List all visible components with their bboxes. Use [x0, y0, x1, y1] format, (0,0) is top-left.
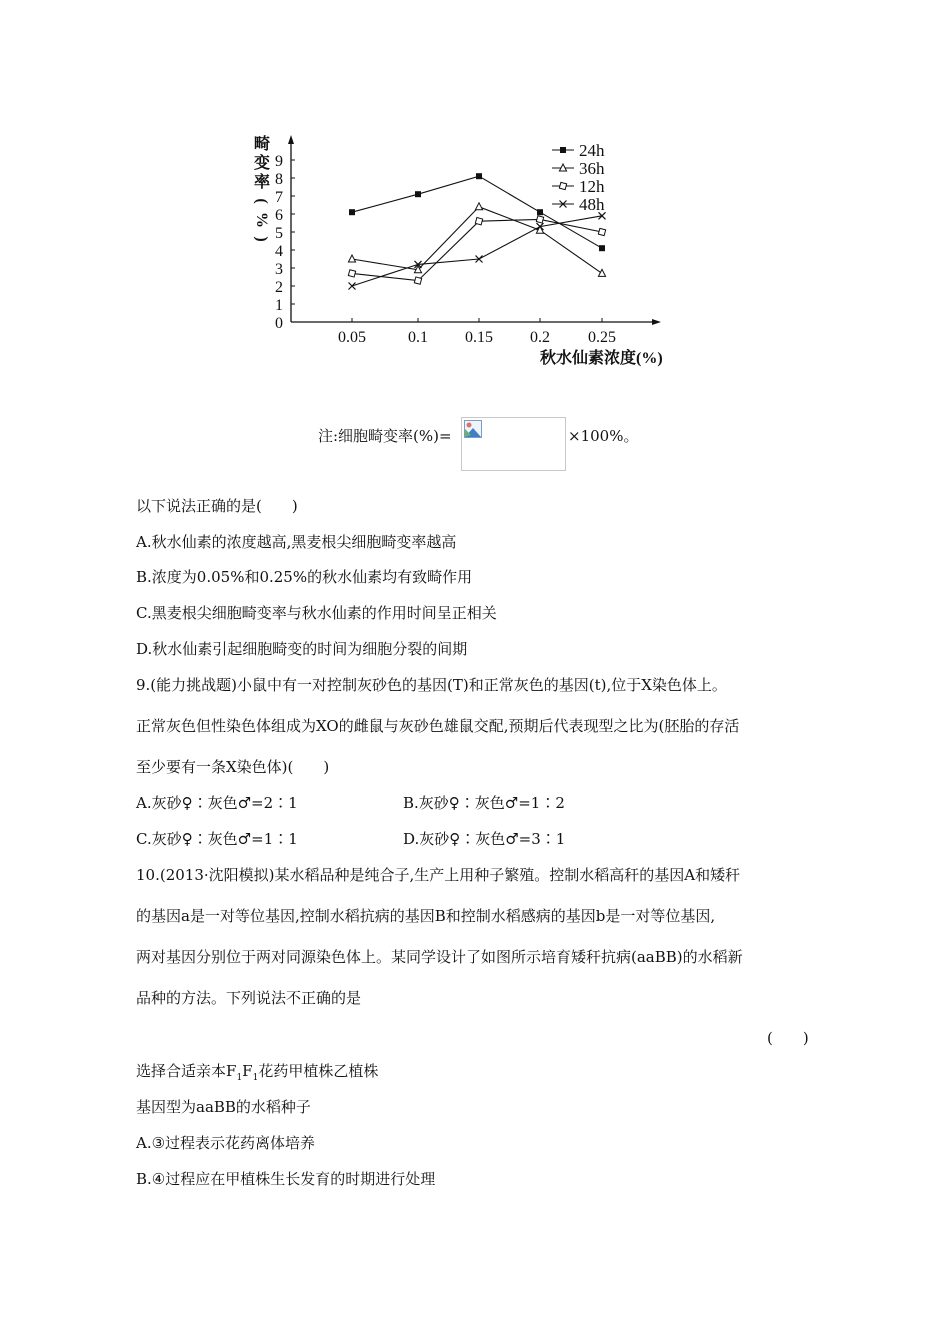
- legend-label: 36h: [579, 159, 605, 178]
- x-tick-label: 0.2: [530, 329, 550, 346]
- q10-stem-line2: 的基因a是一对等位基因,控制水稻抗病的基因B和控制水稻感病的基因b是一对等位基因,: [136, 907, 716, 925]
- q8-option-a: A.秋水仙素的浓度越高,黑麦根尖细胞畸变率越高: [136, 533, 457, 551]
- q10-answer-paren: ( ): [767, 1029, 809, 1047]
- legend-entry: [552, 159, 605, 178]
- y-label-char: 畸: [253, 136, 271, 153]
- y-tick-label: 0: [275, 315, 283, 332]
- q8-option-c: C.黑麦根尖细胞畸变率与秋水仙素的作用时间呈正相关: [136, 604, 497, 622]
- q9-stem-line3: 至少要有一条X染色体)( ): [136, 758, 330, 776]
- legend-entry: [552, 141, 605, 160]
- data-point-triangle: [598, 269, 605, 276]
- data-point-diamond: [348, 270, 355, 277]
- x-tick-label: 0.25: [588, 329, 616, 346]
- y-tick-label: 2: [275, 279, 283, 296]
- y-label-char: 率: [253, 174, 271, 191]
- legend-label: 24h: [579, 141, 605, 160]
- x-axis-arrow: [652, 319, 661, 325]
- y-tick-label: 1: [275, 297, 283, 314]
- y-axis-arrow: [288, 135, 294, 144]
- flow-f1-a: $F_1$: [226, 1062, 243, 1083]
- q9-stem-line1: 9.(能力挑战题)小鼠中有一对控制灰砂色的基因(T)和正常灰色的基因(t),位于X染色体上。: [136, 676, 727, 694]
- chart-legend: [552, 141, 605, 214]
- q10-flow-line1: [136, 1061, 378, 1088]
- q10-option-a: A.③过程表示花药离体培养: [136, 1134, 316, 1152]
- data-point-triangle: [348, 255, 355, 262]
- data-point-filled-square: [599, 245, 605, 251]
- y-axis-label: [253, 135, 270, 242]
- legend-label: 48h: [579, 195, 605, 214]
- q10-option-b: B.④过程应在甲植株生长发育的时期进行处理: [136, 1170, 436, 1188]
- data-point-cross: [349, 283, 356, 290]
- q10-flow-line2: 基因型为aaBB的水稻种子: [136, 1098, 311, 1116]
- q9-option-c: C.灰砂♀∶灰色♂=1∶1: [136, 830, 298, 848]
- formula-image-placeholder: [461, 417, 566, 471]
- data-point-filled-square: [415, 191, 421, 197]
- legend-entry: [552, 177, 605, 196]
- y-tick-label: 9: [275, 153, 283, 170]
- q8-option-b: B.浓度为0.05%和0.25%的秋水仙素均有致畸作用: [136, 568, 473, 586]
- legend-label: 12h: [579, 177, 605, 196]
- data-point-triangle: [475, 203, 482, 210]
- chromosome-aberration-line-chart: [240, 125, 710, 375]
- broken-image-icon: [464, 420, 482, 438]
- x-tick-label: 0.15: [465, 329, 493, 346]
- y-label-char: %: [253, 212, 270, 228]
- q10-stem-line4: 品种的方法。下列说法不正确的是: [136, 989, 362, 1007]
- y-label-char: (: [253, 198, 270, 204]
- data-point-filled-square: [537, 209, 543, 215]
- legend-entry: [552, 195, 605, 214]
- data-point-diamond: [536, 216, 543, 223]
- aberration-rate-note: 注:细胞畸变率(%)=: [318, 427, 452, 445]
- data-point-diamond: [414, 277, 421, 284]
- y-tick-label: 6: [275, 207, 283, 224]
- series-line: [352, 219, 602, 280]
- y-tick-labels: [275, 153, 295, 332]
- data-point-filled-square: [560, 147, 566, 153]
- x-tick-label: 0.05: [338, 329, 366, 346]
- data-point-diamond: [475, 218, 482, 225]
- data-point-diamond: [598, 228, 605, 235]
- q10-stem-line1: 10.(2013·沈阳模拟)某水稻品种是纯合子,生产上用种子繁殖。控制水稻高秆的基因A和矮秆: [136, 866, 741, 884]
- q9-stem-line2: 正常灰色但性染色体组成为XO的雌鼠与灰砂色雄鼠交配,预期后代表现型之比为(胚胎的存活: [136, 717, 740, 735]
- data-point-filled-square: [476, 173, 482, 179]
- series-line: [352, 207, 602, 274]
- q9-option-b: B.灰砂♀∶灰色♂=1∶2: [403, 794, 565, 812]
- data-point-filled-square: [349, 209, 355, 215]
- flow-prefix: 选择合适亲本: [136, 1062, 227, 1080]
- q9-option-a: A.灰砂♀∶灰色♂=2∶1: [136, 794, 298, 812]
- x-tick-label: 0.1: [408, 329, 428, 346]
- q8-option-d: D.秋水仙素引起细胞畸变的时间为细胞分裂的间期: [136, 640, 468, 658]
- note-suffix: ×100%。: [568, 427, 639, 445]
- y-label-char: 变: [253, 155, 271, 172]
- series-36h: [348, 203, 605, 277]
- data-point-diamond: [559, 182, 566, 189]
- y-label-char: ): [253, 236, 270, 242]
- y-tick-label: 7: [275, 189, 283, 206]
- y-tick-label: 4: [275, 243, 283, 260]
- chart-series: [348, 173, 605, 289]
- y-tick-label: 8: [275, 171, 283, 188]
- y-tick-label: 3: [275, 261, 283, 278]
- q8-stem: 以下说法正确的是( ): [136, 497, 298, 515]
- x-axis-label: 秋水仙素浓度(%): [540, 350, 663, 367]
- y-tick-label: 5: [275, 225, 283, 242]
- q9-option-d: D.灰砂♀∶灰色♂=3∶1: [403, 830, 566, 848]
- flow-f1-b: $F_1$: [242, 1062, 259, 1083]
- q10-stem-line3: 两对基因分别位于两对同源染色体上。某同学设计了如图所示培育矮秆抗病(aaBB)的水稻新: [136, 948, 743, 966]
- flow-suffix: 花药甲植株乙植株: [258, 1062, 379, 1080]
